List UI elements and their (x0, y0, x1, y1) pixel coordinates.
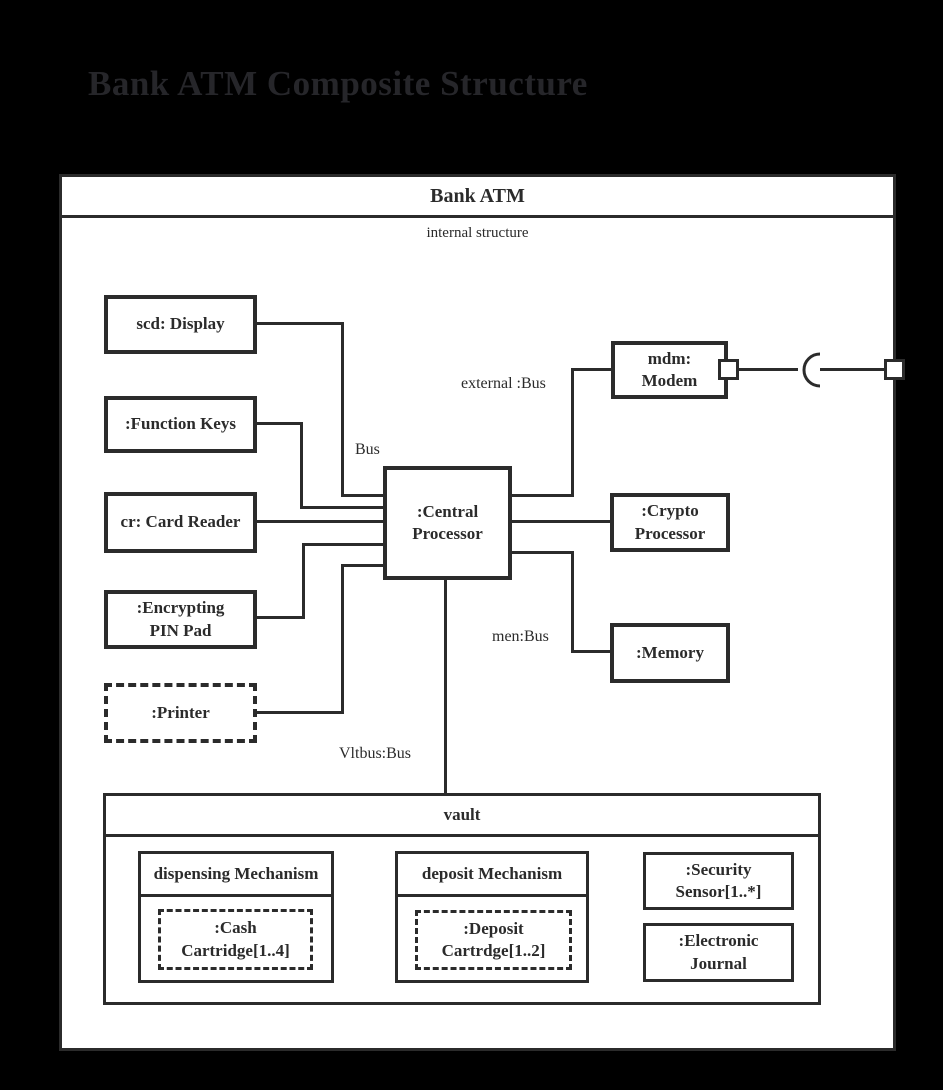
part-security-sensor-label-line1: :Security (685, 859, 752, 879)
frame-port-square (884, 359, 905, 380)
part-cash-cartridge (158, 909, 313, 970)
part-modem-label-line1: mdm: (647, 348, 692, 368)
connector-pinpad-h2 (302, 543, 383, 546)
part-modem (611, 341, 728, 399)
part-printer (104, 683, 257, 743)
connector-externalbus-h1 (511, 494, 574, 497)
connector-printer-h2 (341, 564, 383, 567)
part-display-label: scd: Display (136, 314, 225, 334)
connector-functionkeys-h1 (255, 422, 303, 425)
part-encrypting-pin-pad-label-line1: :Encrypting (136, 598, 225, 618)
part-electronic-journal-label-line1: :Electronic (678, 931, 759, 951)
part-card-reader-label: cr: Card Reader (120, 512, 241, 532)
part-central-processor-label-line2: Processor (412, 524, 483, 543)
part-crypto-processor-label-line1: :Crypto (641, 501, 699, 521)
connector-pinpad-h1 (255, 616, 305, 619)
frame-subtitle: internal structure (426, 225, 529, 241)
vault-title: vault (106, 796, 818, 837)
part-printer-label: :Printer (151, 702, 210, 722)
men-bus-label: men:Bus (492, 628, 549, 645)
frame-title: Bank ATM (62, 177, 893, 218)
dispensing-mechanism-title: dispensing Mechanism (141, 854, 331, 897)
deposit-mechanism-title: deposit Mechanism (398, 854, 586, 897)
connector-display-bus-h1 (255, 322, 344, 325)
connector-functionkeys-v (300, 422, 303, 509)
part-security-sensor (643, 852, 794, 910)
bus-label: Bus (355, 441, 380, 458)
connector-menbus-h2 (571, 650, 610, 653)
part-security-sensor-label-line2: Sensor[1..*] (675, 882, 762, 901)
connector-externalbus-v (571, 368, 574, 497)
part-central-processor-label-line1: :Central (416, 501, 479, 521)
part-memory (610, 623, 730, 683)
connector-vltbus-v (444, 579, 447, 794)
connector-display-bus-h2 (341, 494, 383, 497)
part-function-keys (104, 396, 257, 453)
connector-modem-socket-h (738, 368, 798, 371)
part-function-keys-label: :Function Keys (125, 414, 236, 434)
part-cash-cartridge-label-line2: Cartridge[1..4] (181, 940, 290, 960)
connector-menbus-h1 (511, 551, 574, 554)
socket-interface-icon (794, 350, 828, 390)
part-card-reader (104, 492, 257, 553)
part-central-processor (383, 466, 512, 580)
connector-functionkeys-h2 (300, 506, 383, 509)
part-electronic-journal (643, 923, 794, 982)
part-display (104, 295, 257, 354)
connector-printer-v (341, 564, 344, 714)
part-electronic-journal-label-line2: Journal (690, 953, 747, 973)
modem-port-square (718, 359, 739, 380)
vlt-bus-label: Vltbus:Bus (339, 745, 412, 762)
part-cash-cartridge-label-line1: :Cash (214, 918, 257, 938)
part-crypto-processor (610, 493, 730, 552)
part-deposit-cartridge (415, 910, 572, 970)
part-modem-label-line2: Modem (641, 371, 698, 390)
page-title: Bank ATM Composite Structure (88, 64, 588, 103)
part-crypto-processor-label-line2: Processor (634, 523, 706, 543)
connector-cardreader-h (255, 520, 383, 523)
part-encrypting-pin-pad-label-line2: PIN Pad (149, 620, 212, 640)
connector-crypto-h (511, 520, 610, 523)
connector-pinpad-v (302, 543, 305, 619)
part-encrypting-pin-pad (104, 590, 257, 649)
connector-externalbus-h2 (571, 368, 611, 371)
part-deposit-cartridge-label-line1: :Deposit (463, 918, 524, 938)
connector-menbus-v (571, 551, 574, 653)
external-bus-label: external :Bus (461, 375, 546, 392)
connector-printer-h1 (255, 711, 344, 714)
connector-socket-frame-h (820, 368, 886, 371)
connector-display-bus-v (341, 322, 344, 497)
part-deposit-cartridge-label-line2: Cartrdge[1..2] (441, 941, 546, 960)
part-memory-label: :Memory (636, 642, 704, 662)
